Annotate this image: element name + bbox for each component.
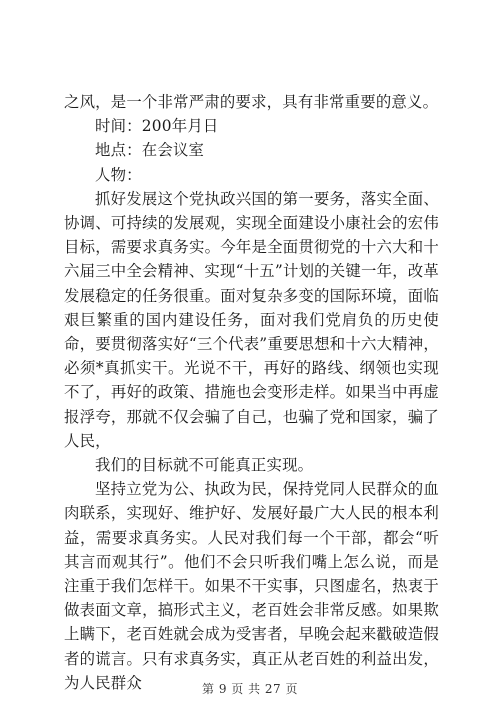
paragraph-location: 地点：在会议室 [95,141,205,160]
paragraph-development: 抓好发展这个党执政兴国的第一要务，落实全面、协调、可持续的发展观，实现全面建设小康社会的宏伟目标，需要求真务实。今年是全面贯彻党的十六大和十六届三中全会精神、实现“十五”计划的关键一年，改革发展稳定的任务很重。面对复杂多变的国际环境，面临艰巨繁重的国内建设任务，面对我们党肩负的历史使命，要贯彻落实好“三个代表”重要思想和十六大精神，必须*真抓实干。光说不干，再好的路线、纲领也实现不了，再好的政策、措施也会变形走样。如果当中再虚报浮夸，那就不仅会骗了自己，也骗了党和国家，骗了人民， [64,189,439,450]
paragraph-time: 时间：200年月日 [95,117,219,136]
page-footer [0,680,500,697]
paragraph-continuation: 之风，是一个非常严肃的要求，具有非常重要的意义。 [64,93,439,111]
paragraph-goal: 我们的目标就不可能真正实现。 [95,456,314,475]
document-body [64,90,439,695]
page-number-label: 第 9 页 共 27 页 [202,682,298,696]
paragraph-people: 人物： [95,165,142,184]
paragraph-people-interest: 坚持立党为公、执政为民，保持党同人民群众的血肉联系，实现好、维护好、发展好最广大人民的根本利益，需要求真务实。人民对我们每一个干部，都会“听其言而观其行”。他们不会只听我们嘴上怎么说，而是注重于我们怎样干。如果不干实事，只图虚名，热衷于做表面文章，搞形式主义，老百姓会非常反感。如果欺上瞒下，老百姓就会成为受害者，早晚会起来戳破造假者的谎言。只有求真务实，真正从老百姓的利益出发，为人民群众 [64,480,439,692]
